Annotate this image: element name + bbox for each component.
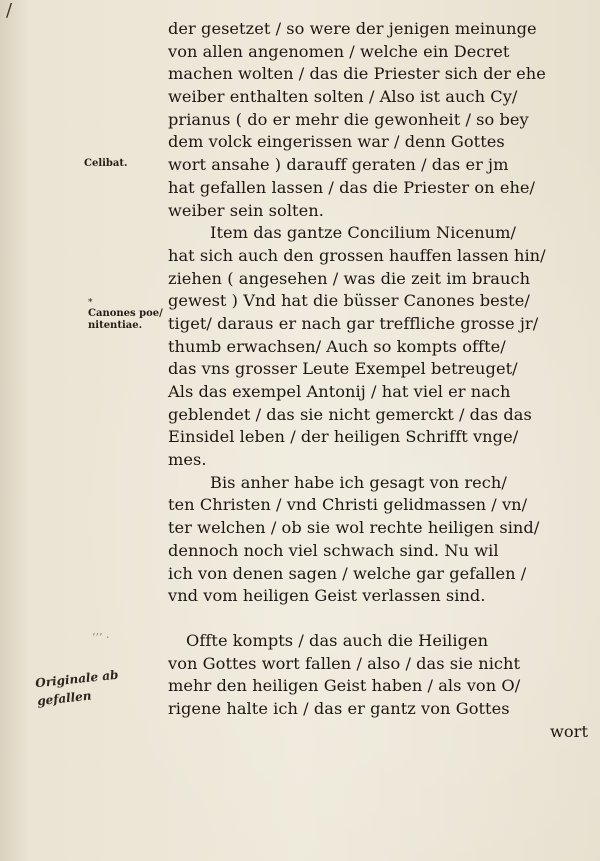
handwritten-annotation <box>34 662 157 710</box>
margin-faint-marks: ‘’’ · <box>92 631 110 644</box>
text-line: ten Christen / vnd Christi gelidmassen / vn/ <box>168 495 528 515</box>
text-line: von Gottes wort fallen / also / das sie nicht <box>168 653 521 673</box>
section-gap <box>168 608 588 630</box>
text-line: der gesetzet / so were der jenigen meinunge <box>168 19 537 38</box>
paragraph-start: Offte kompts / das auch die Heiligen <box>186 630 489 650</box>
main-text-column <box>168 18 588 743</box>
text-line: dem volck eingerissen war / denn Gottes <box>168 132 505 152</box>
margin-note-canones <box>88 308 163 332</box>
text-line: Als das exempel Antonij / hat viel er nach <box>168 382 511 401</box>
text-line: rigene halte ich / das er gantz von Gottes <box>168 698 510 718</box>
paragraph-start: Item das gantze Concilium Nicenum/ <box>210 223 517 243</box>
handwritten-line-1: Originale ab <box>34 667 119 691</box>
text-line: hat gefallen lassen / das die Priester on ehe/ <box>168 177 536 197</box>
handwritten-line-2: gefallen <box>36 688 93 709</box>
margin-note-celibat: Celibat. <box>84 158 128 169</box>
page-corner-mark: / <box>6 0 13 21</box>
text-line: geblendet / das sie nicht gemerckt / das das <box>168 404 532 424</box>
catchword: wort <box>549 721 588 741</box>
text-line: machen wolten / das die Priester sich der ehe <box>168 64 546 84</box>
text-line: ziehen ( angesehen / was die zeit im brauch <box>168 268 531 288</box>
text-line: ich von denen sagen / welche gar gefallen / <box>168 563 527 583</box>
text-line: weiber sein solten. <box>168 200 324 220</box>
text-line: dennoch noch viel schwach sind. Nu wil <box>168 540 499 560</box>
text-line: mehr den heiligen Geist haben / als von O/ <box>168 676 521 696</box>
text-line: das vns grosser Leute Exempel betreuget/ <box>168 359 518 379</box>
text-line: prianus ( do er mehr die gewonheit / so bey <box>168 109 529 129</box>
paragraph-start: Bis anher habe ich gesagt von rech/ <box>210 472 507 492</box>
text-line: mes. <box>168 450 207 470</box>
margin-note-canones-line-1: Canones poe/ <box>88 308 163 319</box>
text-line: vnd vom heiligen Geist verlassen sind. <box>168 586 486 606</box>
text-line: von allen angenomen / welche ein Decret <box>168 41 510 61</box>
text-line: tiget/ daraus er nach gar treffliche grosse jr/ <box>168 313 539 333</box>
text-line: gewest ) Vnd hat die büsser Canones beste/ <box>168 291 530 311</box>
text-line: hat sich auch den grossen hauffen lassen hin/ <box>168 245 546 265</box>
margin-asterisk: * <box>88 298 93 308</box>
margin-note-canones-line-2: nitentiae. <box>88 320 143 331</box>
text-line: weiber enthalten solten / Also ist auch Cy/ <box>168 87 518 107</box>
text-line: thumb erwachsen/ Auch so kompts offte/ <box>168 336 506 356</box>
text-line: Einsidel leben / der heiligen Schrifft vnge/ <box>168 427 519 447</box>
text-line: ter welchen / ob sie wol rechte heiligen sind/ <box>168 518 540 538</box>
text-line: wort ansahe ) darauff geraten / das er jm <box>168 155 509 175</box>
